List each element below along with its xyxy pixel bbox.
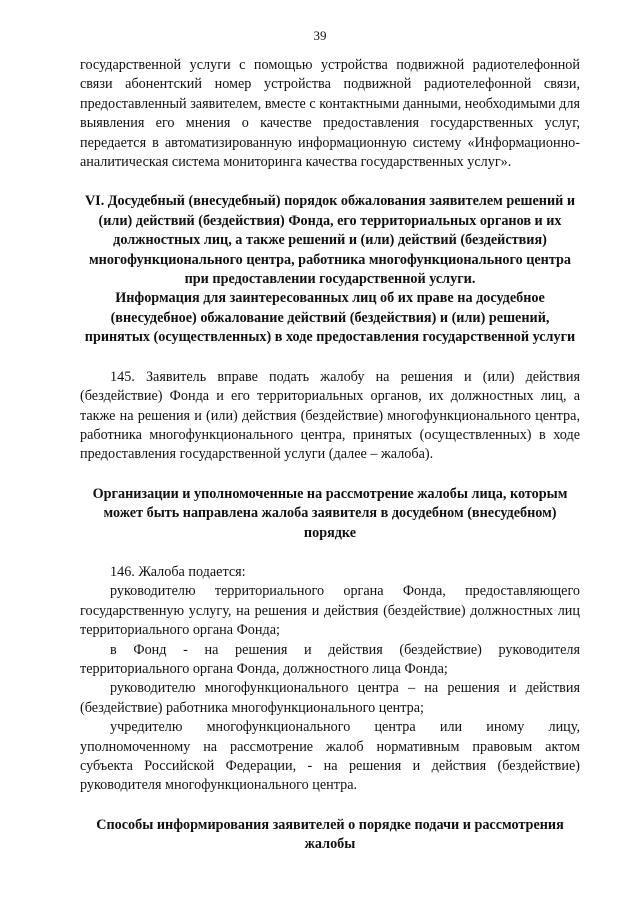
- paragraph-146-item-1: руководителю территориального органа Фонда, предоставляющего государственную услугу, на решения и действия (бездействие) должностных лиц территориального органа Фонда;: [80, 583, 580, 639]
- section-6-title: VI. Досудебный (внесудебный) порядок обжалования заявителем решений и (или) действий (бездействия) Фонда, его территориальных органов и их должностных лиц, а также решений и (или) действий (бездействия) многофункционального центра, работника многофункционального центра при предоставлении государственной услуги.: [84, 193, 576, 288]
- page-number: 39: [313, 28, 327, 43]
- paragraph-145: 145. Заявитель вправе подать жалобу на решения и (или) действия (бездействие) Фонда и его территориальных органов, их должностных лиц, а также на решения и (или) действия (бездействие) многофункционального центра, работника многофункционального центра, принятых (осуществленных) в ходе предоставления государственной услуги (далее – жалоба).: [80, 368, 580, 463]
- paragraph-146-intro: 146. Жалоба подается:: [110, 563, 246, 580]
- section-6-subtitle: Информация для заинтересованных лиц об их праве на досудебное (внесудебное) обжалование действий (бездействия) и (или) решений, принятых (осуществленных) в ходе предоставления государственной услуги: [84, 290, 576, 346]
- heading-organizations: Организации и уполномоченные на рассмотрение жалобы лица, которым может быть направлена жалоба заявителя в досудебном (внесудебном) порядке: [92, 485, 568, 541]
- paragraph-146-item-2: в Фонд - на решения и действия (бездействие) руководителя территориального органа Фонда, должностного лица Фонда;: [80, 641, 580, 677]
- heading-ways-of-informing: Способы информирования заявителей о порядке подачи и рассмотрения жалобы: [96, 816, 564, 853]
- paragraph-continuation: государственной услуги с помощью устройства подвижной радиотелефонной связи абонентский номер устройства подвижной радиотелефонной связи, предоставленный заявителем, вместе с контактными данными, необходимыми для выявления его мнения о качестве предоставления государственных услуг, передается в автоматизированную информационную систему «Информационно-аналитическая система мониторинга качества государственных услуг».: [80, 57, 580, 171]
- paragraph-146-item-4: учредителю многофункционального центра или иному лицу, уполномоченному на рассмотрение жалоб нормативным правовым актом субъекта Российской Федерации, - на решения и действия (бездействие) руководителя многофункционального центра.: [80, 719, 580, 794]
- document-body: [80, 56, 580, 855]
- paragraph-146-item-3: руководителю многофункционального центра – на решения и действия (бездействие) работника многофункционального центра;: [80, 680, 580, 716]
